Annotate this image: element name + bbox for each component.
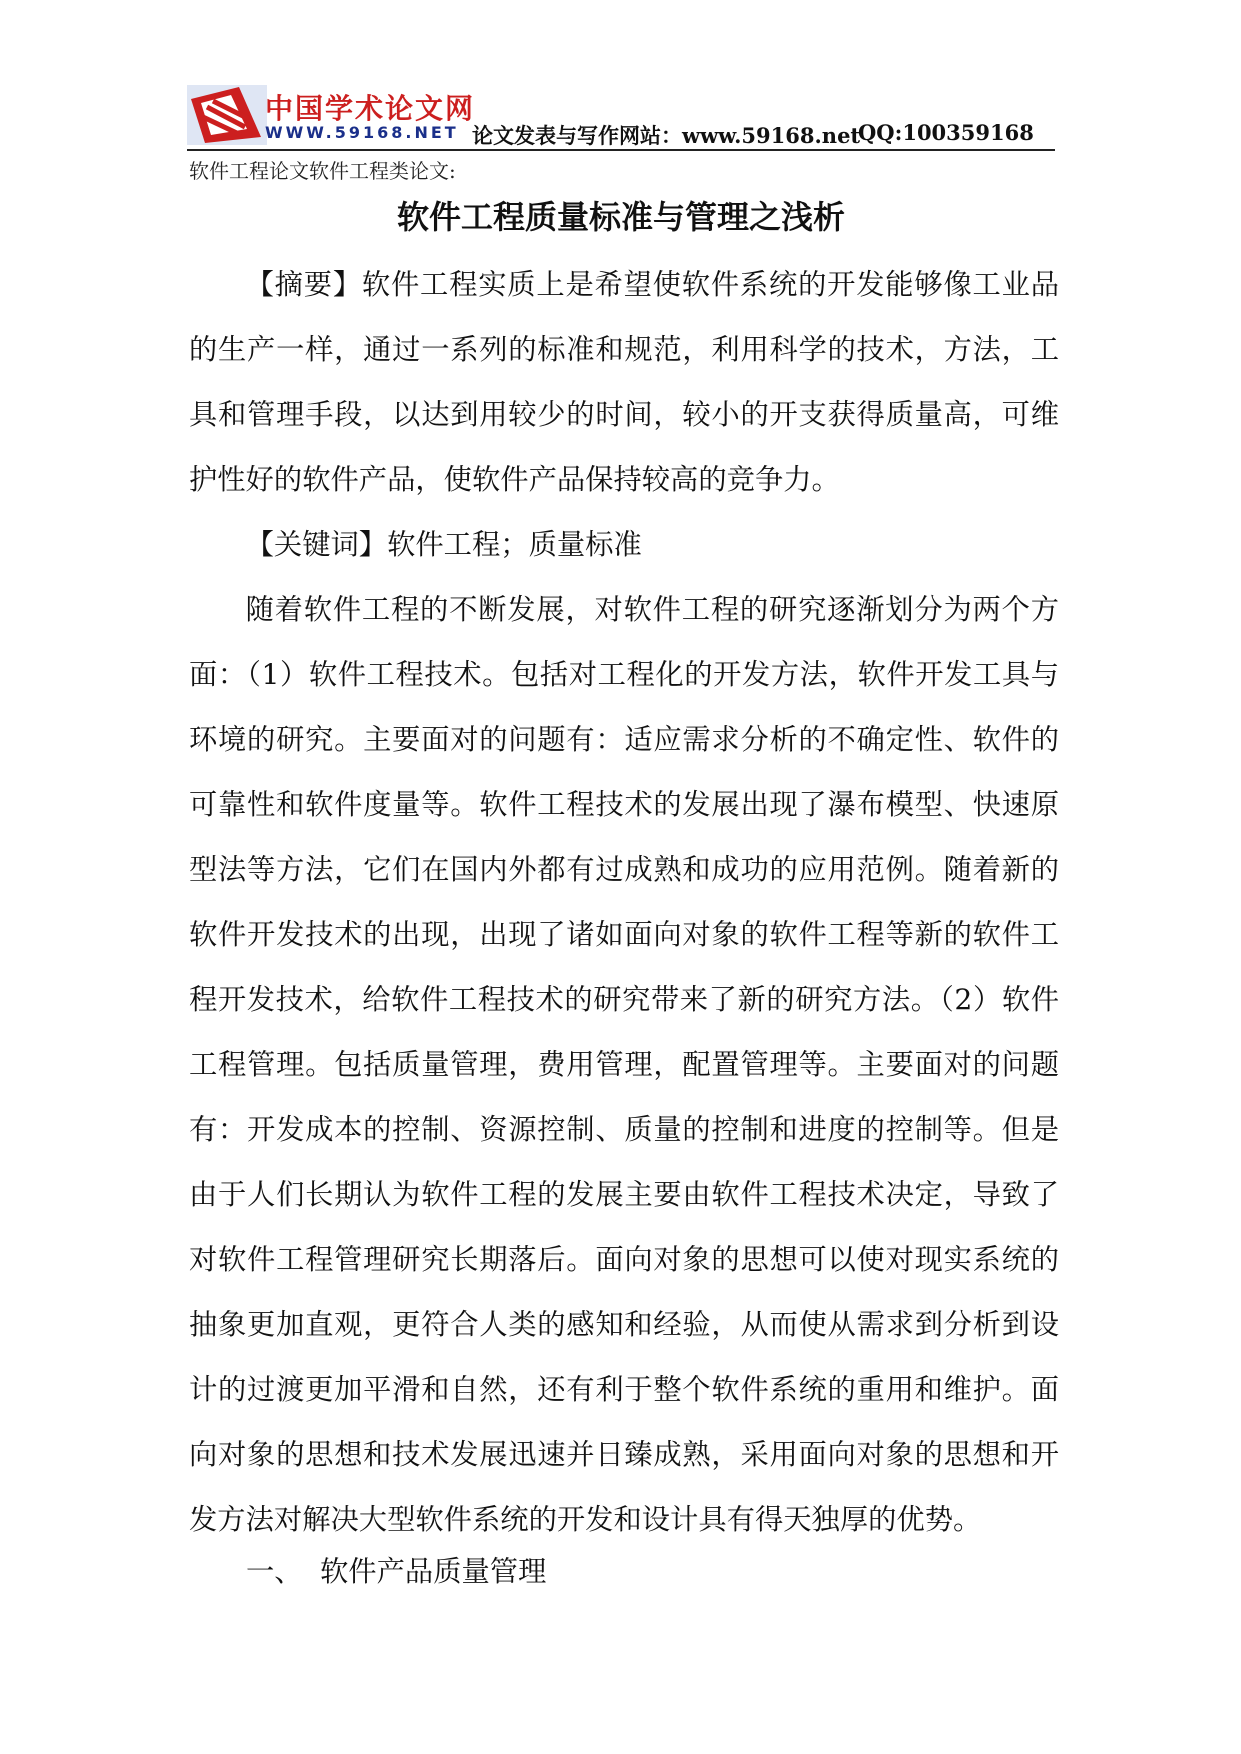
- logo-mark-icon: [187, 85, 267, 145]
- header-divider: [187, 149, 1055, 151]
- keywords-paragraph: 【关键词】软件工程；质量标准: [245, 528, 642, 561]
- document-title: 软件工程质量标准与管理之浅析: [396, 198, 845, 236]
- logo-title: 中国学术论文网: [265, 92, 476, 125]
- body-paragraph: 随着软件工程的不断发展，对软件工程的研究逐渐划分为两个方面：（1）软件工程技术。包括对工程化的开发方法，软件开发工具与环境的研究。主要面对的问题有：适应需求分析的不确定性、软件的可靠性和软件度量等。软件工程技术的发展出现了瀑布模型、快速原型法等方法，它们在国内外都有过成熟和成功的应用范例。随着新的软件开发技术的出现，出现了诸如面向对象的软件工程等新的软件工程开发技术，给软件工程技术的研究带来了新的研究方法。（2）软件工程管理。包括质量管理，费用管理，配置管理等。主要面对的问题有：开发成本的控制、资源控制、质量的控制和进度的控制等。但是由于人们长期认为软件工程的发展主要由软件工程技术决定，导致了对软件工程管理研究长期落后。面向对象的思想可以使对现实系统的抽象更加直观，更符合人类的感知和经验，从而使从需求到分析到设计的过渡更加平滑和自然，还有利于整个软件系统的重用和维护。面向对象的思想和技术发展迅速并日臻成熟，采用面向对象的思想和开发方法对解决大型软件系统的开发和设计具有得天独厚的优势。: [189, 593, 1059, 1536]
- site-logo[interactable]: [187, 85, 476, 145]
- header-category: 软件工程论文软件工程类论文:: [189, 159, 456, 183]
- abstract-paragraph: 【摘要】软件工程实质上是希望使软件系统的开发能够像工业品的生产一样，通过一系列的标准和规范，利用科学的技术，方法，工具和管理手段，以达到用较少的时间，较小的开支获得质量高，可维护性好的软件产品，使软件产品保持较高的竞争力。: [189, 268, 1059, 496]
- document-body: [189, 252, 1059, 1552]
- header-site-text: 论文发表与写作网站：www.59168.net: [472, 123, 861, 148]
- section-heading: [246, 1549, 546, 1590]
- section-number: 一、: [246, 1555, 303, 1588]
- header-qq-text: QQ:100359168: [858, 120, 1034, 145]
- logo-url: WWW.59168.NET: [265, 123, 459, 142]
- section-label: 软件产品质量管理: [320, 1555, 547, 1588]
